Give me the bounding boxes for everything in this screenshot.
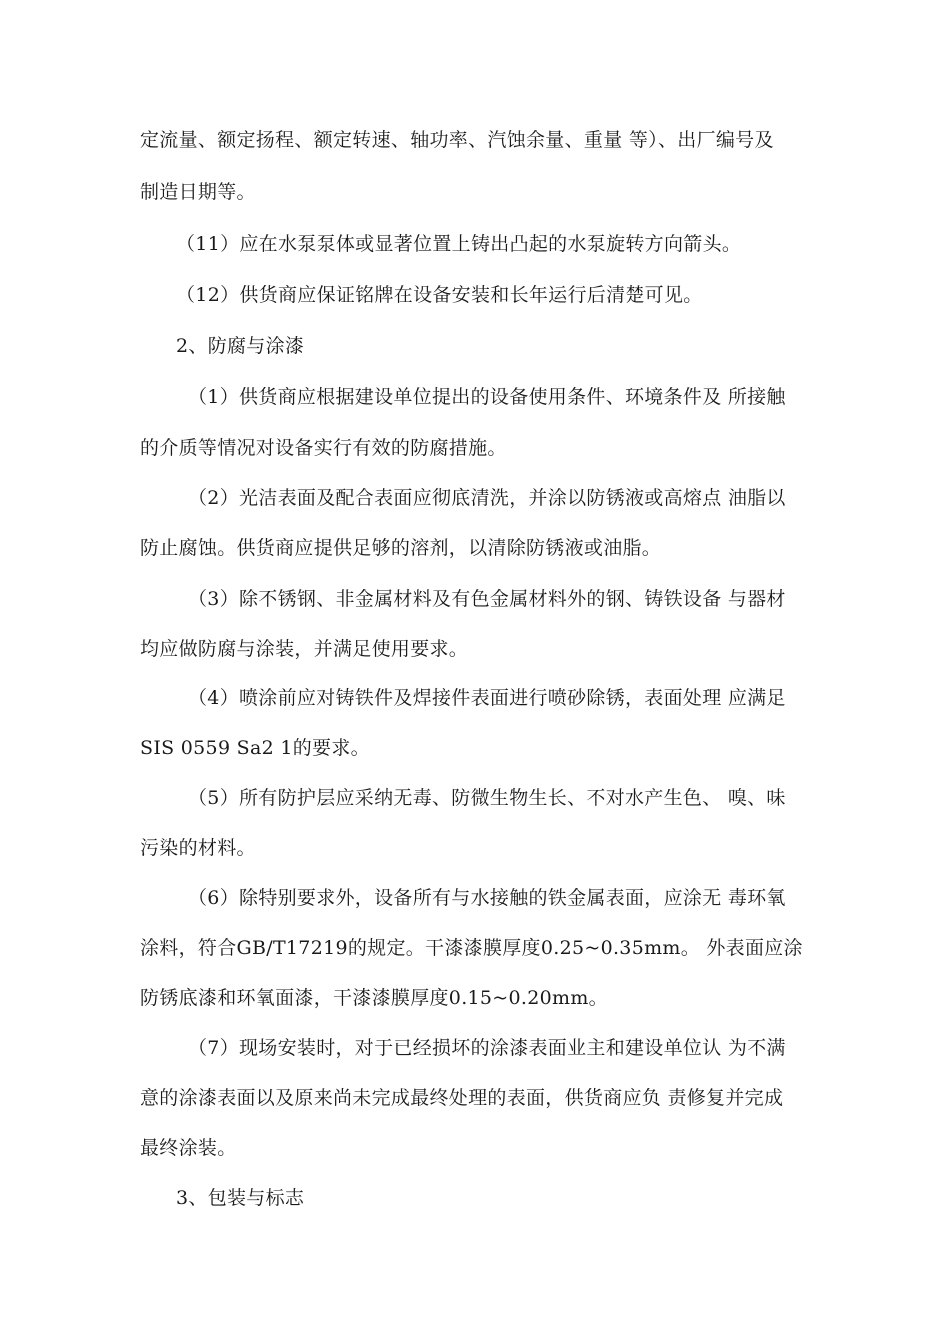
text-line: （1）供货商应根据建设单位提出的设备使用条件、环境条件及 所接触	[188, 386, 786, 408]
text-line: （6）除特别要求外，设备所有与水接触的铁金属表面，应涂无 毒环氧	[188, 887, 786, 909]
text-line: （2）光洁表面及配合表面应彻底清洗，并涂以防锈液或高熔点 油脂以	[188, 487, 786, 509]
section-heading: 2、防腐与涂漆	[176, 335, 305, 357]
text-line: （7）现场安装时，对于已经损坏的涂漆表面业主和建设单位认 为不满	[188, 1037, 786, 1059]
text-line: 制造日期等。	[140, 181, 256, 203]
text-line: （3）除不锈钢、非金属材料及有色金属材料外的钢、铸铁设备 与器材	[188, 588, 786, 610]
section-heading: 3、包装与标志	[176, 1187, 305, 1209]
text-line: （4）喷涂前应对铸铁件及焊接件表面进行喷砂除锈，表面处理 应满足	[188, 687, 786, 709]
text-line: 意的涂漆表面以及原来尚未完成最终处理的表面，供货商应负 责修复并完成	[140, 1087, 784, 1109]
text-line: （11）应在水泵泵体或显著位置上铸出凸起的水泵旋转方向箭头。	[176, 233, 742, 255]
text-line: SIS 0559 Sa2 1的要求。	[140, 737, 370, 759]
text-line: （12）供货商应保证铭牌在设备安装和长年运行后清楚可见。	[176, 284, 703, 306]
text-line: （5）所有防护层应采纳无毒、防微生物生长、不对水产生色、 嗅、味	[188, 787, 786, 809]
text-line: 定流量、额定扬程、额定转速、轴功率、汽蚀余量、重量 等）、出厂编号及	[140, 129, 774, 151]
text-line: 的介质等情况对设备实行有效的防腐措施。	[140, 437, 507, 459]
text-line: 最终涂装。	[140, 1137, 237, 1159]
text-line: 均应做防腐与涂装，并满足使用要求。	[140, 638, 469, 660]
text-line: 污染的材料。	[140, 837, 256, 859]
text-line: 防锈底漆和环氧面漆，干漆漆膜厚度0.15~0.20mm。	[140, 987, 608, 1009]
text-line: 涂料，符合GB/T17219的规定。干漆漆膜厚度0.25~0.35mm。 外表面应涂	[140, 937, 803, 959]
text-line: 防止腐蚀。供货商应提供足够的溶剂，以清除防锈液或油脂。	[140, 537, 662, 559]
